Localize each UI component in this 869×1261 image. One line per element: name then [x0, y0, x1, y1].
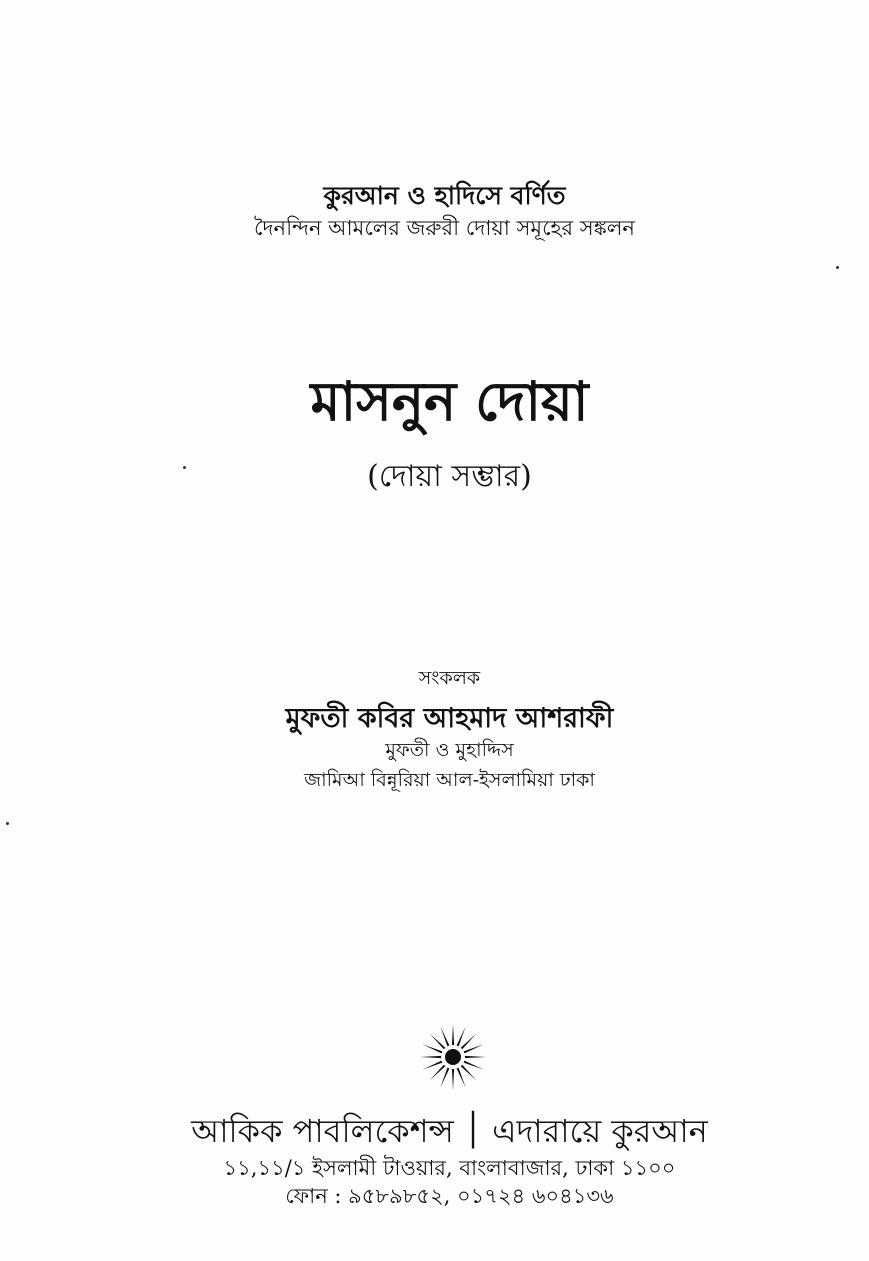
logo-ray — [464, 1061, 484, 1070]
logo-ray — [430, 1034, 446, 1050]
scan-speck — [183, 466, 186, 469]
compiler-label: সংকলক — [418, 667, 481, 689]
book-title: মাসনুন দোয়া — [310, 369, 589, 433]
logo-ray — [461, 1065, 477, 1081]
compiler-role: মুফতী ও মুহাদ্দিস — [385, 739, 514, 761]
logo-ray — [430, 1065, 446, 1081]
scan-speck — [6, 822, 9, 825]
publisher-phone: ফোন : ৯৫৮৯৮৫২, ০১৭২৪ ৬০৪১৩৬ — [285, 1184, 614, 1208]
logo-ray — [464, 1044, 484, 1053]
logo-ray — [461, 1034, 477, 1050]
sunburst-logo-icon — [418, 1022, 488, 1092]
compiler-institution: জামিআ বিন্নূরিয়া আল-ইসলামিয়া ঢাকা — [304, 769, 595, 791]
subtitle-line-2: দৈনন্দিন আমলের জরুরী দোয়া সমূহের সঙ্কলন — [254, 216, 635, 240]
logo-ray — [452, 1069, 454, 1090]
logo-ray — [465, 1056, 486, 1058]
logo-ray — [440, 1027, 449, 1047]
logo-ray — [452, 1024, 454, 1045]
logo-ray — [457, 1068, 466, 1088]
subtitle-line-1: কুরআন ও হাদিসে বর্ণিত — [323, 181, 566, 210]
logo-ray — [457, 1027, 466, 1047]
logo-ray — [423, 1061, 443, 1070]
book-subtitle: (দোয়া সম্ভার) — [367, 459, 532, 494]
compiler-name: মুফতী কবির আহমাদ আশরাফী — [285, 703, 614, 734]
logo-ray — [420, 1056, 441, 1058]
scan-speck — [836, 266, 839, 269]
publisher-address: ১১,১১/১ ইসলামী টাওয়ার, বাংলাবাজার, ঢাকা ১১০০ — [223, 1156, 676, 1180]
logo-ray — [440, 1068, 449, 1088]
logo-ray — [423, 1044, 443, 1053]
publisher-name: আকিক পাবলিকেশন্স ׀ এদারায়ে কুরআন — [191, 1112, 708, 1150]
